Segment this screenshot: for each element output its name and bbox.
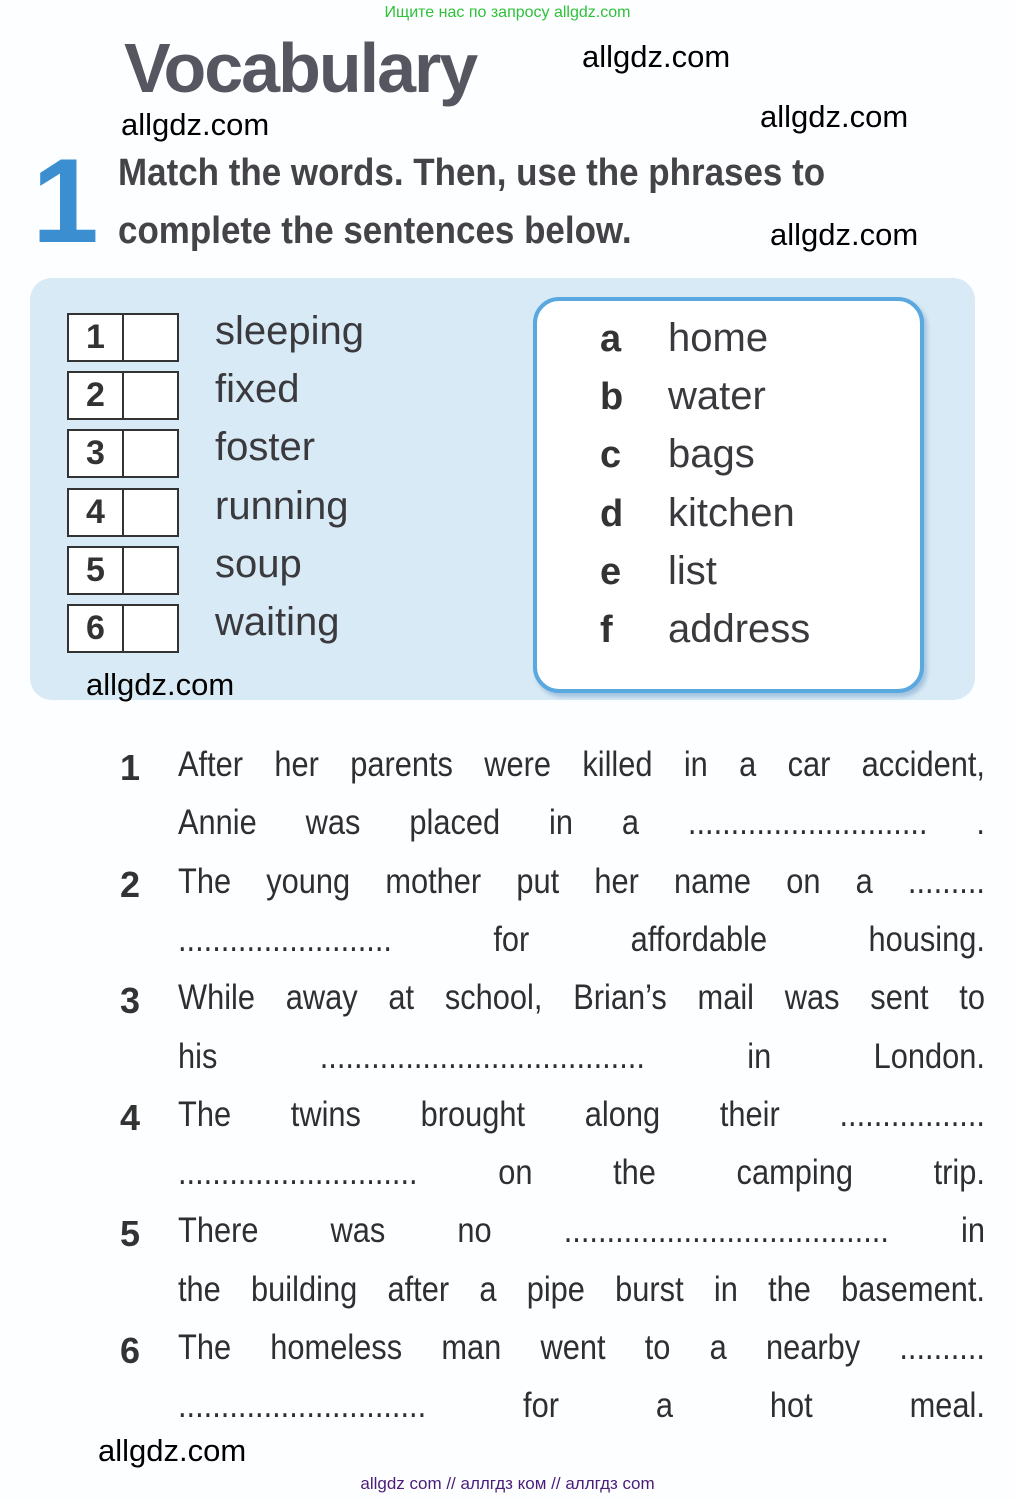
answer-box[interactable]: [67, 371, 179, 420]
word-item: running: [215, 483, 349, 528]
sentence-number: 6: [120, 1330, 141, 1371]
watermark-bottom: allgdz com // аллгдз ком // аллгдз com: [360, 1474, 655, 1493]
watermark: allgdz.com: [582, 39, 731, 74]
option-word: water: [668, 374, 766, 419]
item-number: 5: [69, 548, 124, 593]
option-word: list: [668, 548, 717, 593]
watermark-top: Ищите нас по запросу allgdz.com: [384, 4, 631, 21]
sentence-line: There was no ...................................... in: [178, 1211, 985, 1251]
sentence-line: the building after a pipe burst in the basement.: [178, 1269, 985, 1309]
word-item: fixed: [215, 367, 300, 412]
item-number: 2: [69, 373, 124, 418]
watermark: allgdz.com: [121, 107, 270, 142]
sentence-line: The twins brought along their .................: [178, 1094, 985, 1134]
sentence-number: 3: [120, 980, 141, 1022]
sentence-line: ............................. for a hot meal.: [178, 1386, 985, 1426]
sentence-line: his ...................................... in London.: [178, 1036, 985, 1076]
sentence-line: Annie was placed in a ............................ .: [178, 803, 985, 843]
answer-box[interactable]: [67, 429, 179, 478]
sentence-line: ............................ on the camping trip.: [178, 1153, 985, 1193]
option-letter: b: [600, 376, 624, 419]
item-number: 4: [69, 490, 124, 535]
word-item: soup: [215, 541, 302, 586]
sentence-line: ......................... for affordable housing.: [178, 919, 985, 959]
sentence-line: After her parents were killed in a car accident,: [178, 745, 985, 784]
sentence-number: 1: [120, 747, 141, 788]
answer-box[interactable]: [67, 488, 179, 537]
watermark: allgdz.com: [98, 1433, 247, 1468]
option-letter: a: [600, 318, 622, 360]
sentence-line: The homeless man went to a nearby ..........: [178, 1328, 985, 1367]
instruction-line: Match the words. Then, use the phrases to: [118, 152, 826, 194]
answer-box[interactable]: [67, 313, 179, 362]
option-letter: f: [600, 609, 613, 651]
sentence-line: The young mother put her name on a .........: [178, 861, 985, 901]
sentence-number: 4: [120, 1096, 141, 1138]
section-title: Vocabulary: [124, 29, 477, 107]
watermark: allgdz.com: [86, 667, 235, 702]
word-item: waiting: [215, 600, 340, 644]
item-number: 1: [69, 315, 124, 360]
sentence-number: 2: [120, 863, 141, 905]
word-item: sleeping: [215, 309, 365, 353]
watermark: allgdz.com: [760, 99, 909, 134]
answer-box[interactable]: [67, 546, 179, 595]
exercise-number: 1: [32, 134, 99, 268]
watermark: allgdz.com: [770, 217, 919, 252]
option-word: address: [668, 607, 811, 651]
option-word: kitchen: [668, 490, 795, 535]
option-letter: d: [600, 492, 624, 535]
answer-box[interactable]: [67, 604, 179, 653]
word-item: foster: [215, 425, 316, 470]
option-letter: e: [600, 550, 622, 593]
item-number: 6: [69, 606, 124, 651]
item-number: 3: [69, 431, 124, 476]
option-word: bags: [668, 432, 755, 477]
instruction-line: complete the sentences below.: [118, 210, 632, 252]
sentence-line: While away at school, Brian’s mail was sent to: [178, 978, 985, 1018]
option-letter: c: [600, 434, 622, 477]
option-word: home: [668, 316, 769, 360]
sentence-number: 5: [120, 1213, 141, 1255]
